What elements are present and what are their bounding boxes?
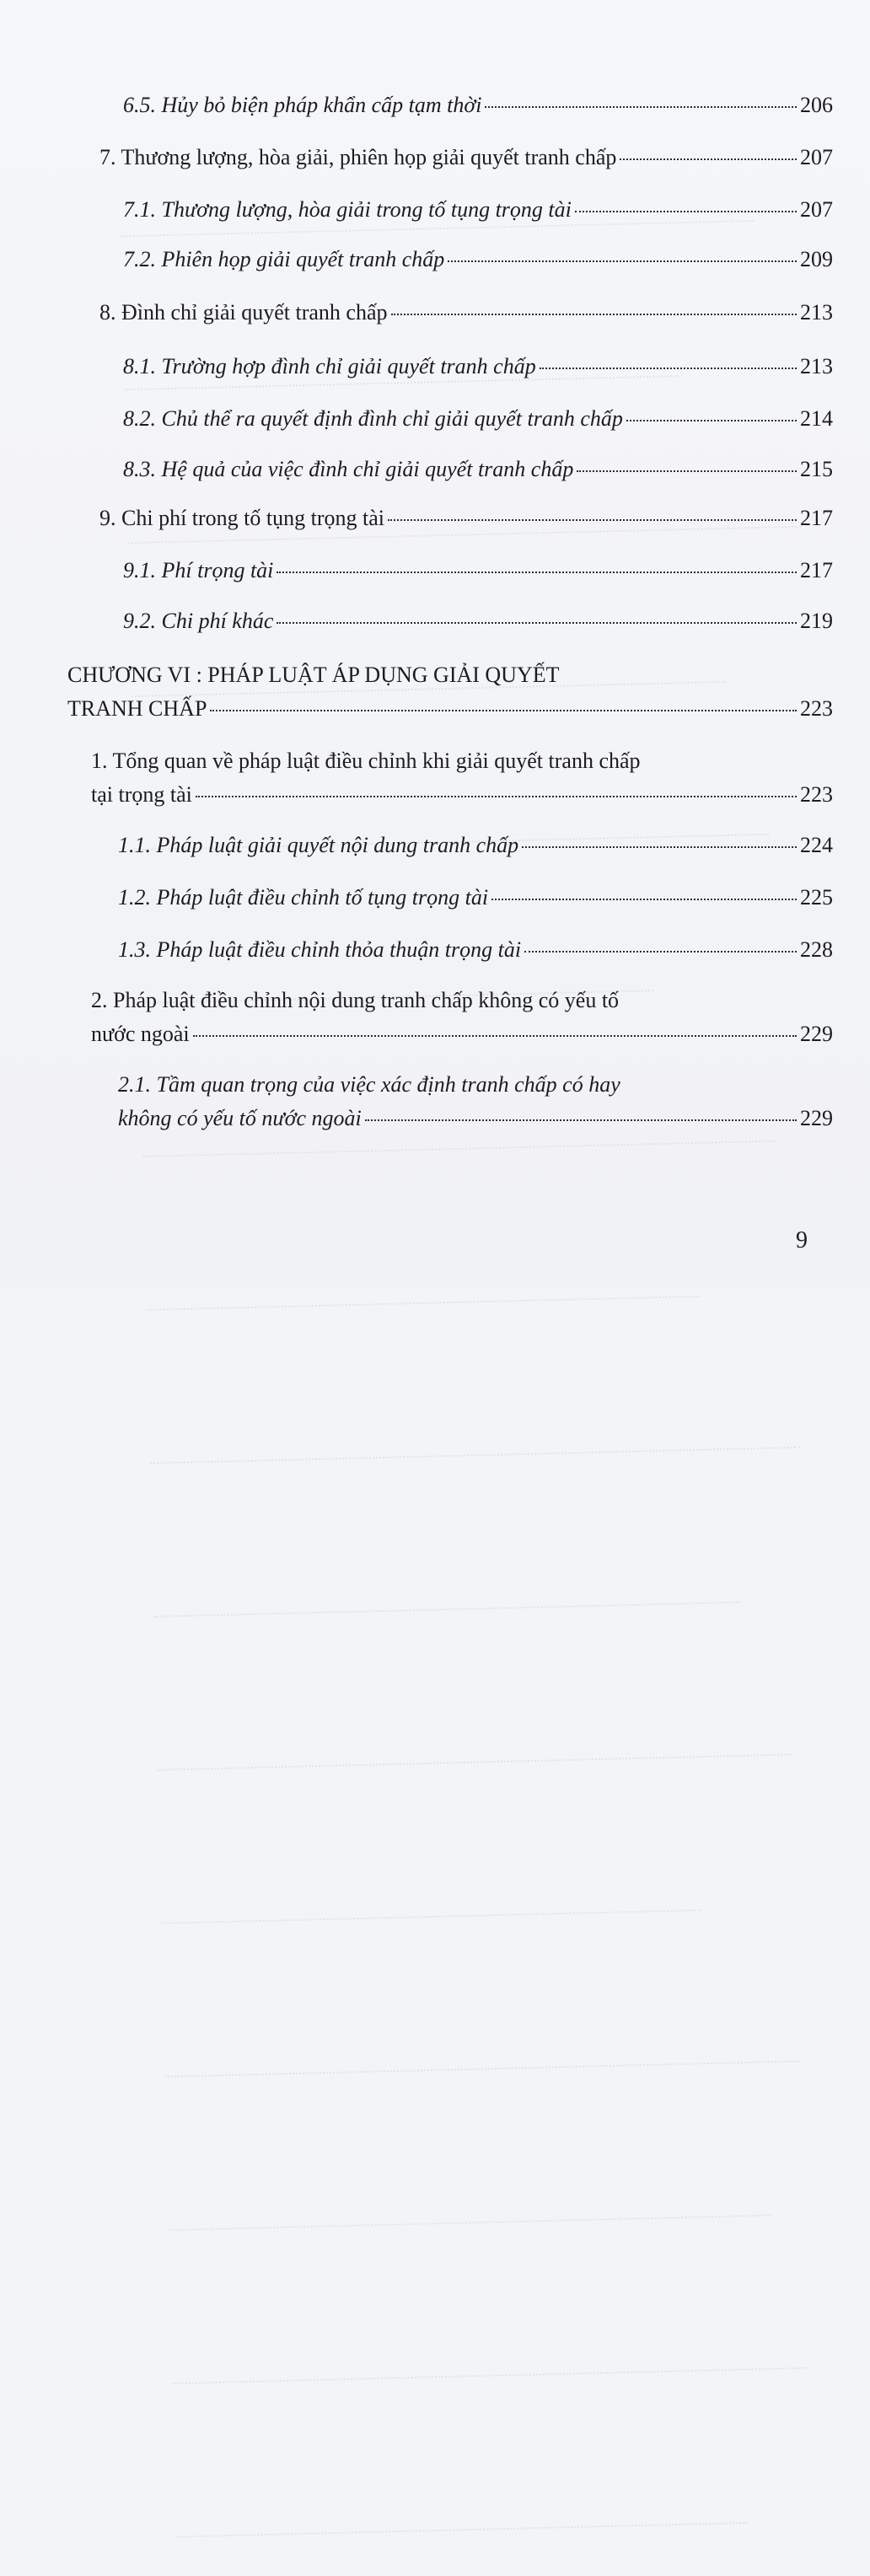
dot-leader xyxy=(196,796,797,797)
toc-entry xyxy=(123,457,833,482)
dot-leader xyxy=(448,260,797,262)
toc-entry xyxy=(123,406,833,432)
toc-entry-page: 214 xyxy=(800,406,833,431)
toc-entry-page: 206 xyxy=(800,93,833,117)
toc-entry xyxy=(99,145,833,170)
toc-entry-line1: 2.1. Tầm quan trọng của việc xác định tranh chấp có hay xyxy=(118,1072,620,1097)
toc-entry xyxy=(99,300,833,325)
toc-entry-line1: 2. Pháp luật điều chỉnh nội dung tranh chấp không có yếu tố xyxy=(91,988,620,1012)
toc-entry xyxy=(118,833,833,858)
toc-entry xyxy=(118,885,833,910)
dot-leader xyxy=(577,470,797,472)
toc-entry-title: tại trọng tài xyxy=(91,782,192,807)
toc-entry-title: 1.1. Pháp luật giải quyết nội dung tranh chấp xyxy=(118,833,519,857)
page-number: 9 xyxy=(796,1227,808,1253)
dot-leader xyxy=(391,314,797,315)
toc-entry xyxy=(91,782,833,808)
toc-entry xyxy=(123,558,833,583)
toc-entry-page: 223 xyxy=(800,782,833,807)
toc-entry-title: 7.1. Thương lượng, hòa giải trong tố tụng trọng tài xyxy=(123,197,572,222)
toc-entry-title: không có yếu tố nước ngoài xyxy=(118,1106,362,1130)
chapter-heading-line1: CHƯƠNG VI : PHÁP LUẬT ÁP DỤNG GIẢI QUYẾT xyxy=(67,663,560,687)
dot-leader xyxy=(193,1035,797,1037)
toc-entry xyxy=(67,696,833,722)
toc-entry-page: 213 xyxy=(800,300,833,325)
toc-entry-title: 9. Chi phí trong tố tụng trọng tài xyxy=(99,506,384,530)
toc-entry-page: 217 xyxy=(800,558,833,582)
toc-entry-title: 1.2. Pháp luật điều chỉnh tố tụng trọng tài xyxy=(118,885,489,910)
toc-entry-page: 207 xyxy=(800,145,833,169)
toc-entry-page: 207 xyxy=(800,197,833,222)
toc-entry-title: 9.1. Phí trọng tài xyxy=(123,558,274,582)
toc-entry-title: TRANH CHẤP xyxy=(67,696,207,721)
dot-leader xyxy=(626,420,797,421)
toc-entry-title: 7. Thương lượng, hòa giải, phiên họp giải quyết tranh chấp xyxy=(99,145,617,169)
dot-leader xyxy=(388,519,797,521)
toc-entry-title: 8.1. Trường hợp đình chỉ giải quyết tranh chấp xyxy=(123,354,536,378)
dot-leader xyxy=(522,846,797,848)
toc-entry-page: 209 xyxy=(800,247,833,271)
toc-entry xyxy=(123,609,833,634)
dot-leader xyxy=(524,951,797,953)
toc-entry-page: 228 xyxy=(800,937,833,962)
dot-leader xyxy=(277,572,797,573)
dot-leader xyxy=(575,211,797,212)
toc-entry-title: 1.3. Pháp luật điều chỉnh thỏa thuận trọng tài xyxy=(118,937,522,962)
toc-entry xyxy=(123,247,833,272)
toc-entry xyxy=(91,1022,833,1047)
toc-entry-title: 6.5. Hủy bỏ biện pháp khẩn cấp tạm thời xyxy=(123,93,482,117)
toc-entry-line1: 1. Tổng quan về pháp luật điều chỉnh khi giải quyết tranh chấp xyxy=(91,749,641,773)
toc-entry-page: 223 xyxy=(800,696,833,721)
toc-entry-title: 8.2. Chủ thể ra quyết định đình chỉ giải quyết tranh chấp xyxy=(123,406,623,431)
toc-entry-page: 219 xyxy=(800,609,833,633)
toc-entry-page: 229 xyxy=(800,1022,833,1046)
dot-leader xyxy=(540,368,797,369)
toc-entry xyxy=(118,937,833,963)
toc-entry-title: 9.2. Chi phí khác xyxy=(123,609,274,633)
toc-entry-page: 213 xyxy=(800,354,833,378)
toc-entry-title: nước ngoài xyxy=(91,1022,190,1046)
toc-entry-page: 217 xyxy=(800,506,833,530)
toc-entry-title: 8.3. Hệ quả của việc đình chỉ giải quyết tranh chấp xyxy=(123,457,574,481)
toc-entry-title: 8. Đình chỉ giải quyết tranh chấp xyxy=(99,300,388,325)
toc-entry xyxy=(123,197,833,223)
toc-entry-page: 229 xyxy=(800,1106,833,1130)
dot-leader xyxy=(210,710,797,711)
toc-entry xyxy=(123,354,833,379)
toc-entry xyxy=(99,506,833,531)
dot-leader xyxy=(620,158,797,160)
toc-entry xyxy=(123,93,833,118)
toc-entry-page: 225 xyxy=(800,885,833,910)
toc-entry-title: 7.2. Phiên họp giải quyết tranh chấp xyxy=(123,247,445,271)
dot-leader xyxy=(491,899,797,900)
toc-entry xyxy=(118,1106,833,1131)
toc-entry-page: 224 xyxy=(800,833,833,857)
dot-leader xyxy=(277,622,797,624)
dot-leader xyxy=(485,106,797,108)
toc-entry-page: 215 xyxy=(800,457,833,481)
dot-leader xyxy=(365,1119,797,1121)
